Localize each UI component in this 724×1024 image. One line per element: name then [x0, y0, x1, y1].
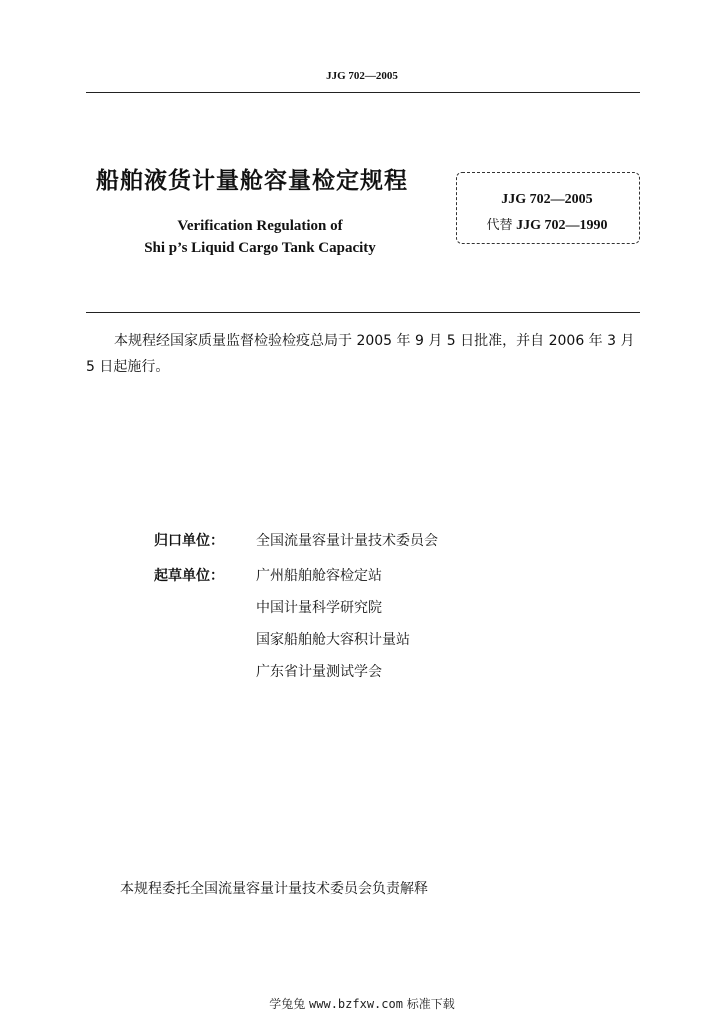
responsible-unit-label: 归口单位： [154, 533, 224, 549]
drafting-unit-4: 广东省计量测试学会 [256, 664, 382, 680]
header-standard-code: JJG 702—2005 [326, 70, 398, 82]
footer-url[interactable]: www.bzfxw.com [309, 997, 403, 1011]
replaces-code: JJG 702—1990 [516, 218, 608, 233]
drafting-unit-label: 起草单位： [154, 568, 224, 584]
title-rule [86, 312, 640, 313]
replaces-prefix: 代替 [486, 218, 513, 233]
document-title-chinese: 船舶液货计量舱容量检定规程 [96, 168, 408, 194]
document-title-english-line1: Verification Regulation of [177, 218, 343, 234]
code-box-replaces [456, 214, 638, 234]
drafting-unit-1: 广州船舶舱容检定站 [256, 568, 382, 584]
code-box-standard-code: JJG 702—2005 [501, 192, 593, 207]
footer [0, 995, 724, 1012]
drafting-unit-3: 国家船舶舱大容积计量站 [256, 632, 410, 648]
interpretation-statement: 本规程委托全国流量容量计量技术委员会负责解释 [120, 881, 428, 897]
footer-label: 标准下载 [406, 997, 455, 1011]
footer-site-name: 学兔兔 [269, 997, 306, 1011]
header-rule [86, 92, 640, 93]
document-title-english-line2: Shi p’s Liquid Cargo Tank Capacity [144, 240, 376, 256]
responsible-unit-value: 全国流量容量计量技术委员会 [256, 533, 438, 549]
drafting-unit-2: 中国计量科学研究院 [256, 600, 382, 616]
approval-statement: 本规程经国家质量监督检验检疫总局于 2005 年 9 月 5 日批准，并自 2006 年 3 月 5 日起施行。 [86, 333, 635, 375]
